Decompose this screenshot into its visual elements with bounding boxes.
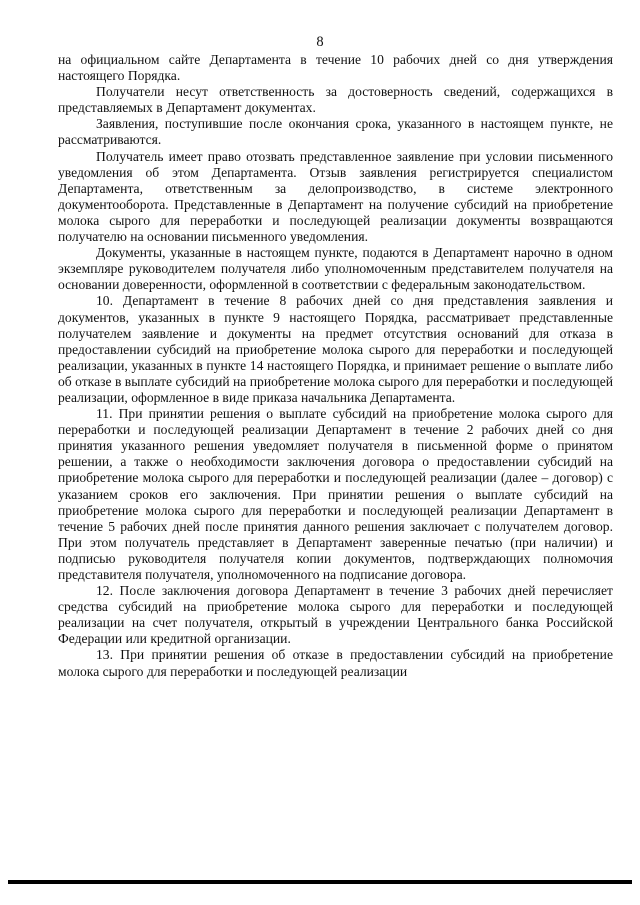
paragraph-item-11: 11. При принятии решения о выплате субсидий на приобретение молока сырого для переработки и последующей реализации Департамент в течение 2 рабочих дней со дня принятия указанного решения уведомляет получателя в письменной форме о принятом решении, а также о необходимости заключения договора о предоставлении субсидий на приобретение молока сырого для переработки и последующей реализации (далее – договор) с указанием сроков его заключения. При принятии решения о выплате субсидий на приобретение молока сырого для переработки и последующей реализации Департамент в течение 5 рабочих дней после принятия данного решения заключает с получателем договор. При этом получатель представляет в Департамент заверенные печатью (при наличии) и подписью руководителя получателя копии документов, подтверждающих полномочия представителя получателя, уполномоченного на подписание договора.	[58, 406, 613, 582]
paragraph-late-applications: Заявления, поступившие после окончания срока, указанного в настоящем пункте, не рассматриваются.	[58, 116, 613, 148]
document-body	[58, 52, 613, 680]
paragraph-responsibility: Получатели несут ответственность за достоверность сведений, содержащихся в представляемых в Департамент документах.	[58, 84, 613, 116]
page-number: 8	[316, 34, 324, 50]
paragraph-item-10: 10. Департамент в течение 8 рабочих дней со дня представления заявления и документов, указанных в пункте 9 настоящего Порядка, рассматривает представленные получателем заявление и документы на предмет отсутствия оснований для отказа в предоставлении субсидий на приобретение молока сырого для переработки и последующей реализации, указанных в пункте 14 настоящего Порядка, и принимает решение о выплате либо об отказе в выплате субсидий на приобретение молока сырого для переработки и последующей реализации, оформленное в виде приказа начальника Департамента.	[58, 293, 613, 405]
paragraph-item-13: 13. При принятии решения об отказе в предоставлении субсидий на приобретение молока сырого для переработки и последующей реализации	[58, 647, 613, 679]
paragraph-submission: Документы, указанные в настоящем пункте, подаются в Департамент нарочно в одном экземпляре руководителем получателя либо уполномоченным представителем получателя на основании доверенности, оформленной в соответствии с федеральным законодательством.	[58, 245, 613, 293]
paragraph-withdrawal: Получатель имеет право отозвать представленное заявление при условии письменного уведомления об этом Департамента. Отзыв заявления регистрируется специалистом Департамента, ответственным за делопроизводство, в системе электронного документооборота. Представленные в Департамент на получение субсидий на приобретение молока сырого для переработки и последующей реализации документы возвращаются получателю на основании письменного уведомления.	[58, 148, 613, 245]
paragraph-continuation: на официальном сайте Департамента в течение 10 рабочих дней со дня утверждения настоящего Порядка.	[58, 52, 613, 84]
paragraph-item-12: 12. После заключения договора Департамент в течение 3 рабочих дней перечисляет средства субсидий на приобретение молока сырого для переработки и последующей реализации на счет получателя, открытый в учреждении Центрального банка Российской Федерации или кредитной организации.	[58, 583, 613, 647]
footer-rule	[8, 880, 632, 884]
